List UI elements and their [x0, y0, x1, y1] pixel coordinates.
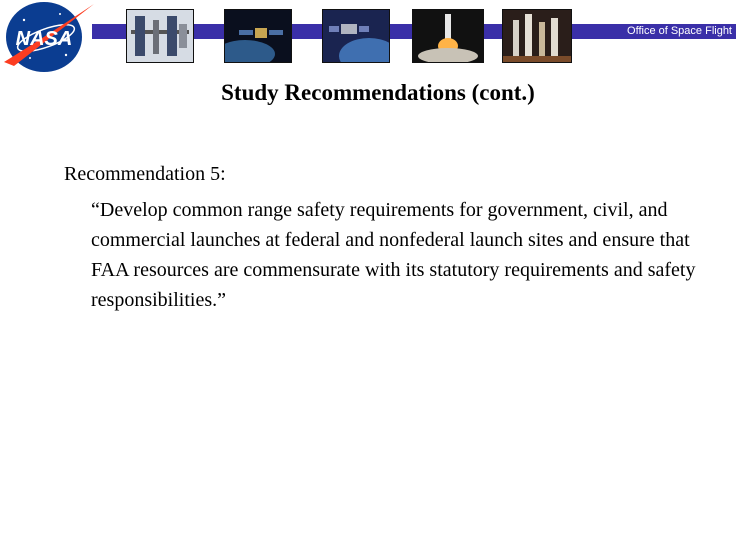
satellite-photo — [224, 9, 292, 63]
slide-title: Study Recommendations (cont.) — [221, 80, 535, 105]
shuttle-launch-photo — [412, 9, 484, 63]
logo-text: NASA — [15, 28, 73, 50]
satellite-orbit-photo — [322, 9, 390, 63]
nasa-logo — [0, 0, 96, 74]
office-label: Office of Space Flight — [627, 25, 732, 37]
space-station-photo — [126, 9, 194, 63]
rockets-photo — [502, 9, 572, 63]
recommendation-text: “Develop common range safety requirements for government, civil, and commercial launches at federal and nonfederal launch sites and ensure that FAA resources are commensurate with its statutory requirements and safety responsibilities.” — [91, 199, 696, 311]
recommendation-heading: Recommendation 5: — [64, 163, 226, 185]
